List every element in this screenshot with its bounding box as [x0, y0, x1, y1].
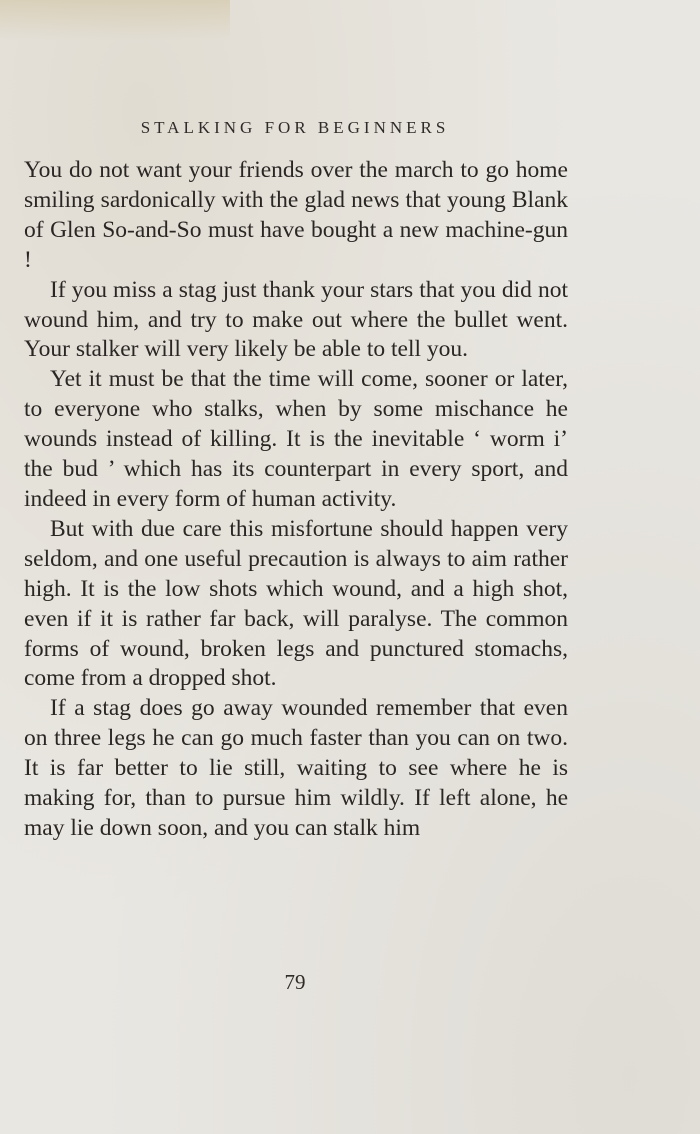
- paragraph-4: But with due care this misfortune should happen very seldom, and one useful precaution is always to aim rather high. It is the low shots which wound, and a high shot, even if it is rather far back, will paralyse. The common forms of wound, broken legs and punctured stomachs, come from a dropped shot.: [24, 515, 568, 692]
- paragraph-5: If a stag does go away wounded remember that even on three legs he can go much faster than you can on two. It is far better to lie still, waiting to see where he is making for, than to pursue him wildly. If left alone, he may lie down soon, and you can stalk him: [24, 695, 568, 841]
- paragraph-3: Yet it must be that the time will come, sooner or later, to everyone who stalks, when by some mischance he wounds instead of killing. It is the inevitable ‘ worm i’ the bud ’ which has its counterpart in every sport, and indeed in every form of human activity.: [24, 366, 568, 512]
- running-head: STALKING FOR BEGINNERS: [140, 118, 450, 137]
- page-number: 79: [284, 970, 306, 994]
- paragraph-2: If you miss a stag just thank your stars that you did not wound him, and try to make out where the bullet went. Your stalker will very likely be able to tell you.: [24, 276, 568, 363]
- body-text: [24, 156, 568, 844]
- page-stain: [0, 0, 230, 40]
- paragraph-1: You do not want your friends over the march to go home smiling sardonically with the glad news that young Blank of Glen So-and-So must have bought a new machine-gun !: [24, 157, 568, 273]
